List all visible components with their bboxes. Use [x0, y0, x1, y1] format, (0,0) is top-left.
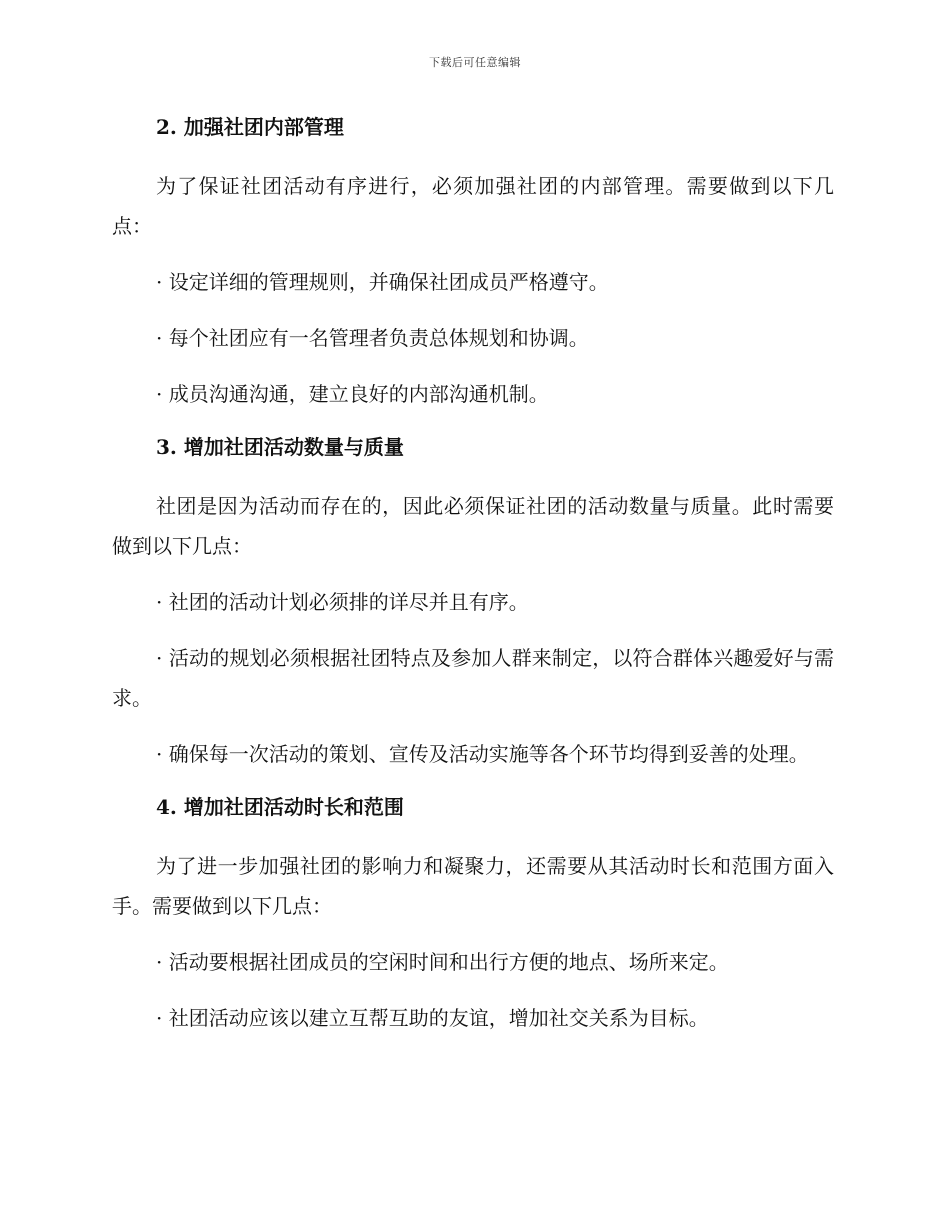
bullet-item: · 社团活动应该以建立互帮互助的友谊，增加社交关系为目标。 [156, 1006, 709, 1030]
bullet-item: · 活动的规划必须根据社团特点及参加人群来制定，以符合群体兴趣爱好与需求。 [112, 646, 834, 710]
bullet-item: · 社团的活动计划必须排的详尽并且有序。 [156, 590, 529, 614]
bullet-item: · 活动要根据社团成员的空闲时间和出行方便的地点、场所来定。 [156, 950, 729, 974]
section-heading: 4. 增加社团活动时长和范围 [156, 795, 404, 819]
section-intro: 社团是因为活动而存在的，因此必须保证社团的活动数量与质量。此时需要做到以下几点： [112, 494, 834, 558]
section-heading: 2. 加强社团内部管理 [156, 115, 344, 139]
section-intro: 为了进一步加强社团的影响力和凝聚力，还需要从其活动时长和范围方面入手。需要做到以下几点： [112, 854, 834, 918]
document-body [112, 110, 834, 1038]
section-heading: 3. 增加社团活动数量与质量 [156, 435, 404, 459]
page-header-note: 下载后可任意编辑 [429, 56, 521, 69]
bullet-item: · 每个社团应有一名管理者负责总体规划和协调。 [156, 326, 589, 350]
bullet-item: · 设定详细的管理规则，并确保社团成员严格遵守。 [156, 270, 609, 294]
section-intro: 为了保证社团活动有序进行，必须加强社团的内部管理。需要做到以下几点： [112, 174, 834, 238]
bullet-item: · 确保每一次活动的策划、宣传及活动实施等各个环节均得到妥善的处理。 [156, 742, 809, 766]
bullet-item: · 成员沟通沟通，建立良好的内部沟通机制。 [156, 382, 549, 406]
